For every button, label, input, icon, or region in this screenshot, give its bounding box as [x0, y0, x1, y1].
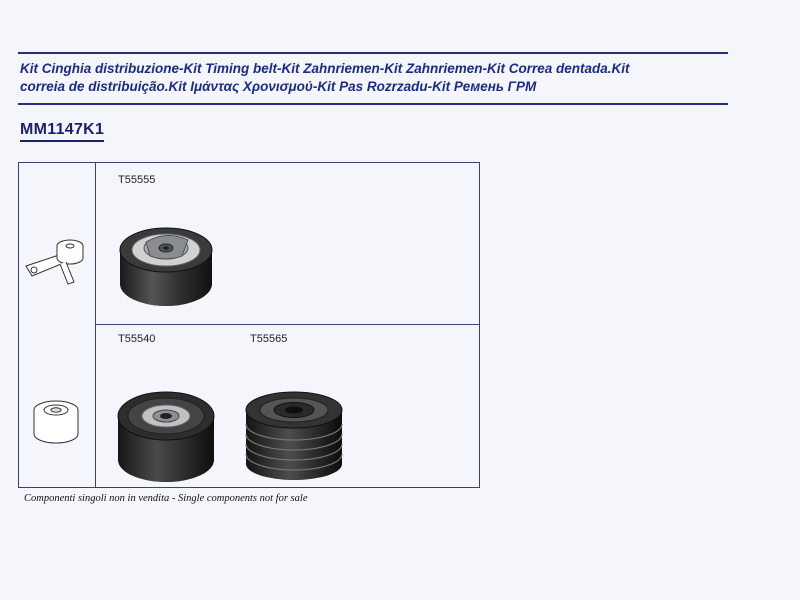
part-number-1: T55555 [118, 174, 156, 186]
footer-note: Componenti singoli non in vendita - Single components not for sale [24, 493, 308, 504]
tensioner-pulley-icon [116, 212, 216, 310]
idler-pulley-icon [114, 378, 218, 486]
title-divider [18, 103, 728, 105]
kit-code: MM1147K1 [20, 121, 104, 142]
part-number-3: T55565 [250, 333, 288, 345]
top-divider [18, 52, 728, 54]
kit-title-line-1: Kit Cinghia distribuzione-Kit Timing belt-Kit Zahnriemen-Kit Zahnriemen-Kit Correa dentada.Kit [20, 61, 630, 76]
part-number-2: T55540 [118, 333, 156, 345]
kit-title-line-2: correia de distribuição.Kit Ιμάντας Χρονισμού-Kit Pas Rozrzadu-Kit Ремень ГРМ [20, 79, 537, 94]
idler-diagram-icon [30, 398, 86, 450]
table-row-divider [95, 324, 480, 325]
toothed-idler-pulley-icon [242, 380, 346, 484]
kit-title [20, 60, 730, 96]
table-column-divider [95, 162, 96, 488]
tensioner-diagram-icon [22, 232, 92, 292]
